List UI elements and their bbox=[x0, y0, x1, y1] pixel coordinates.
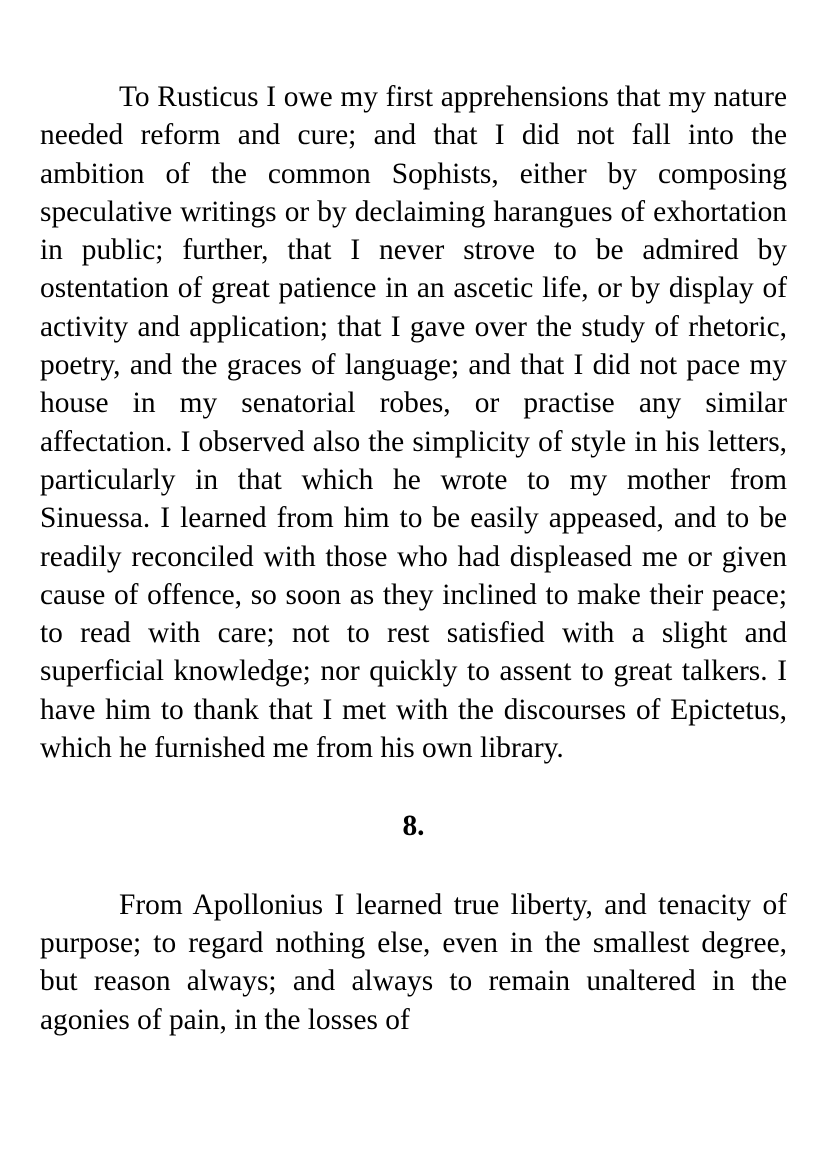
paragraph-rusticus: To Rusticus I owe my first apprehensions that my nature needed reform and cure; and that I did not fall into the ambition of the common Sophists, either by composing speculative writings or by declaiming harangues of exhortation in public; further, that I never strove to be admired by ostentation of great patience in an ascetic life, or by display of activity and application; that I gave over the study of rhetoric, poetry, and the graces of language; and that I did not pace my house in my senatorial robes, or practise any similar affectation. I observed also the simplicity of style in his letters, particularly in that which he wrote to my mother from Sinuessa. I learned from him to be easily appeased, and to be readily reconciled with those who had displeased me or given cause of offence, so soon as they inclined to make their peace; to read with care; not to rest satisfied with a slight and superficial knowledge; nor quickly to assent to great talkers. I have him to thank that I met with the discourses of Epictetus, which he furnished me from his own library. bbox=[40, 81, 787, 765]
document-page bbox=[40, 78, 787, 1039]
section-number-heading: 8. bbox=[402, 810, 425, 843]
paragraph-apollonius: From Apollonius I learned true liberty, and tenacity of purpose; to regard nothing else, even in the smallest degree, but reason always; and always to remain unaltered in the agonies of pain, in the losses of bbox=[40, 888, 787, 1036]
